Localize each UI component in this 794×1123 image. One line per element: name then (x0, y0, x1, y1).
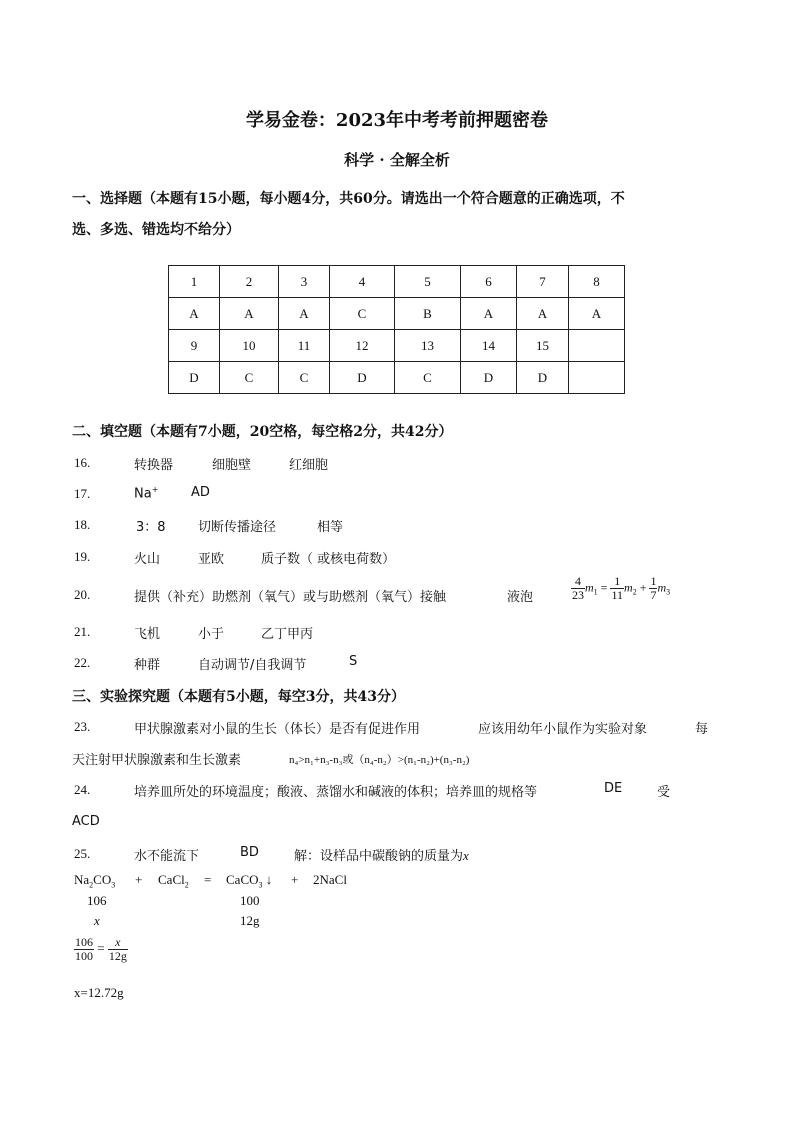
table-cell (569, 330, 625, 362)
answer-text: 切断传播途径 (198, 520, 277, 535)
equals-sign: = (204, 872, 212, 887)
table-cell: 15 (517, 330, 569, 362)
answer-text: 培养皿所处的环境温度；酸液、蒸馏水和碱液的体积；培养皿的规格等 (134, 785, 538, 800)
table-cell: A (461, 298, 517, 330)
table-cell: D (330, 362, 395, 394)
molar-mass: 106 (87, 893, 107, 908)
question-number: 22. (74, 655, 91, 670)
answer-text: 细胞壁 (212, 458, 252, 473)
table-cell (569, 362, 625, 394)
table-cell: B (395, 298, 461, 330)
answer-text: 小于 (198, 627, 225, 642)
question-number: 18. (74, 517, 91, 532)
answer-text: 转换器 (134, 458, 174, 473)
table-cell: 14 (461, 330, 517, 362)
page-subtitle: 科学 · 全解全析 (344, 151, 450, 169)
question-number: 23. (74, 719, 91, 734)
ion-symbol: Na (134, 486, 152, 502)
table-cell: A (169, 298, 220, 330)
fraction: $\frac{4}{23}$ (572, 574, 584, 602)
answer-text: AD (191, 485, 210, 500)
answer-text (134, 485, 158, 501)
table-cell: 1 (169, 266, 220, 298)
table-cell: 10 (220, 330, 279, 362)
section1-heading-cont: 选、多选、错选均不给分） (72, 222, 240, 238)
question-number: 20. (74, 587, 91, 602)
answer-text: 种群 (134, 658, 161, 673)
answer-text: 甲状腺激素对小鼠的生长（体长）是否有促进作用 (134, 722, 421, 737)
answer-text: 乙丁甲丙 (261, 627, 314, 642)
table-cell: D (517, 362, 569, 394)
question-number: 25. (74, 846, 91, 861)
product-caco3: CaCO$_3$ ↓ (226, 872, 273, 890)
page-title: 学易金卷：2023年中考考前押题密卷 (245, 110, 549, 131)
molar-mass: 100 (240, 893, 260, 908)
question-number: 16. (74, 455, 91, 470)
reactant-na2co3: $Na_2CO_3$ (74, 872, 116, 890)
plus-sign: + (291, 872, 299, 887)
table-cell: 9 (169, 330, 220, 362)
question-number: 17. (74, 486, 91, 501)
product-nacl: 2NaCl (313, 872, 347, 887)
answer-text: 飞机 (134, 627, 161, 642)
question-number: 24. (74, 782, 91, 797)
table-cell: 11 (279, 330, 330, 362)
answer-text: 亚欧 (198, 552, 225, 567)
answer-text: DE (604, 781, 623, 796)
section1-heading: 一、选择题（本题有15小题，每小题4分，共60分。请选出一个符合题意的正确选项，不 (72, 191, 625, 207)
table-row (169, 362, 625, 394)
table-cell: C (395, 362, 461, 394)
table-cell: D (461, 362, 517, 394)
answer-text: n₄>n₁+n₃-n₃或（n₄-n₂）>(n₁-n₂)+(n₃-n₂) (289, 754, 470, 766)
proportion: $\frac{106}{100}$ = $\frac{x}{12g}$ (75, 935, 127, 963)
answer-text: 液泡 (507, 590, 534, 605)
answer-text: 提供（补充）助燃剂（氧气）或与助燃剂（氧气）接触 (134, 590, 447, 605)
table-cell: 5 (395, 266, 461, 298)
table-cell: C (220, 362, 279, 394)
table-row (169, 298, 625, 330)
table-cell: D (169, 362, 220, 394)
answer-text: S (349, 654, 358, 669)
answer-text: 受 (657, 785, 671, 800)
mass-equation: $\frac{4}{23}$ $m_1$ = $\frac{1}{11}$ $m_2$ + $\frac{1}{7}$ $m_3$ (572, 574, 671, 602)
answer-text: 3：8 (136, 520, 166, 535)
fraction: $\frac{1}{7}$ (650, 574, 657, 602)
section2-heading: 二、填空题（本题有7小题，20空格，每空格2分，共42分） (72, 424, 453, 440)
table-cell: C (330, 298, 395, 330)
plus-sign: + (135, 872, 143, 887)
table-cell: C (279, 362, 330, 394)
table-cell: A (569, 298, 625, 330)
table-cell: 2 (220, 266, 279, 298)
table-cell: 3 (279, 266, 330, 298)
answer-text: 天注射甲状腺激素和生长激素 (72, 753, 242, 768)
result: x=12.72g (74, 985, 124, 1000)
answer-text: 自动调节/自我调节 (198, 658, 307, 673)
answer-text: 质子数（ 或核电荷数） (261, 552, 396, 567)
answer-text: 相等 (317, 520, 344, 535)
section3-heading: 三、实验探究题（本题有5小题，每空3分，共43分） (72, 689, 405, 705)
table-cell: 4 (330, 266, 395, 298)
answer-text: 火山 (134, 552, 161, 567)
answer-text: 水不能流下 (134, 849, 200, 864)
answer-text: 应该用幼年小鼠作为实验对象 (478, 722, 648, 737)
table-cell: A (279, 298, 330, 330)
answer-table (168, 265, 625, 394)
fraction: $\frac{106}{100}$ (75, 935, 93, 963)
table-cell: A (220, 298, 279, 330)
table-cell: 13 (395, 330, 461, 362)
question-number: 21. (74, 624, 91, 639)
fraction: $\frac{x}{12g}$ (108, 935, 127, 963)
known-mass: 12g (240, 913, 260, 928)
answer-text: ACD (72, 814, 100, 829)
answer-text: BD (240, 845, 259, 860)
answer-text: 每 (695, 722, 709, 737)
table-cell: 8 (569, 266, 625, 298)
table-row (169, 266, 625, 298)
answer-text: 解：设样品中碳酸钠的质量为x (294, 848, 469, 864)
precipitate-arrow-icon: ↓ (265, 872, 273, 887)
ion-charge: + (151, 485, 159, 494)
table-cell: A (517, 298, 569, 330)
fraction: $\frac{1}{11}$ (611, 574, 624, 602)
question-number: 19. (74, 549, 91, 564)
table-cell: 12 (330, 330, 395, 362)
answer-text: 红细胞 (289, 458, 329, 473)
table-cell: 7 (517, 266, 569, 298)
table-cell: 6 (461, 266, 517, 298)
table-row (169, 330, 625, 362)
unknown-mass: x (94, 913, 100, 928)
reactant-cacl2: CaCl$_2$ (158, 872, 189, 890)
